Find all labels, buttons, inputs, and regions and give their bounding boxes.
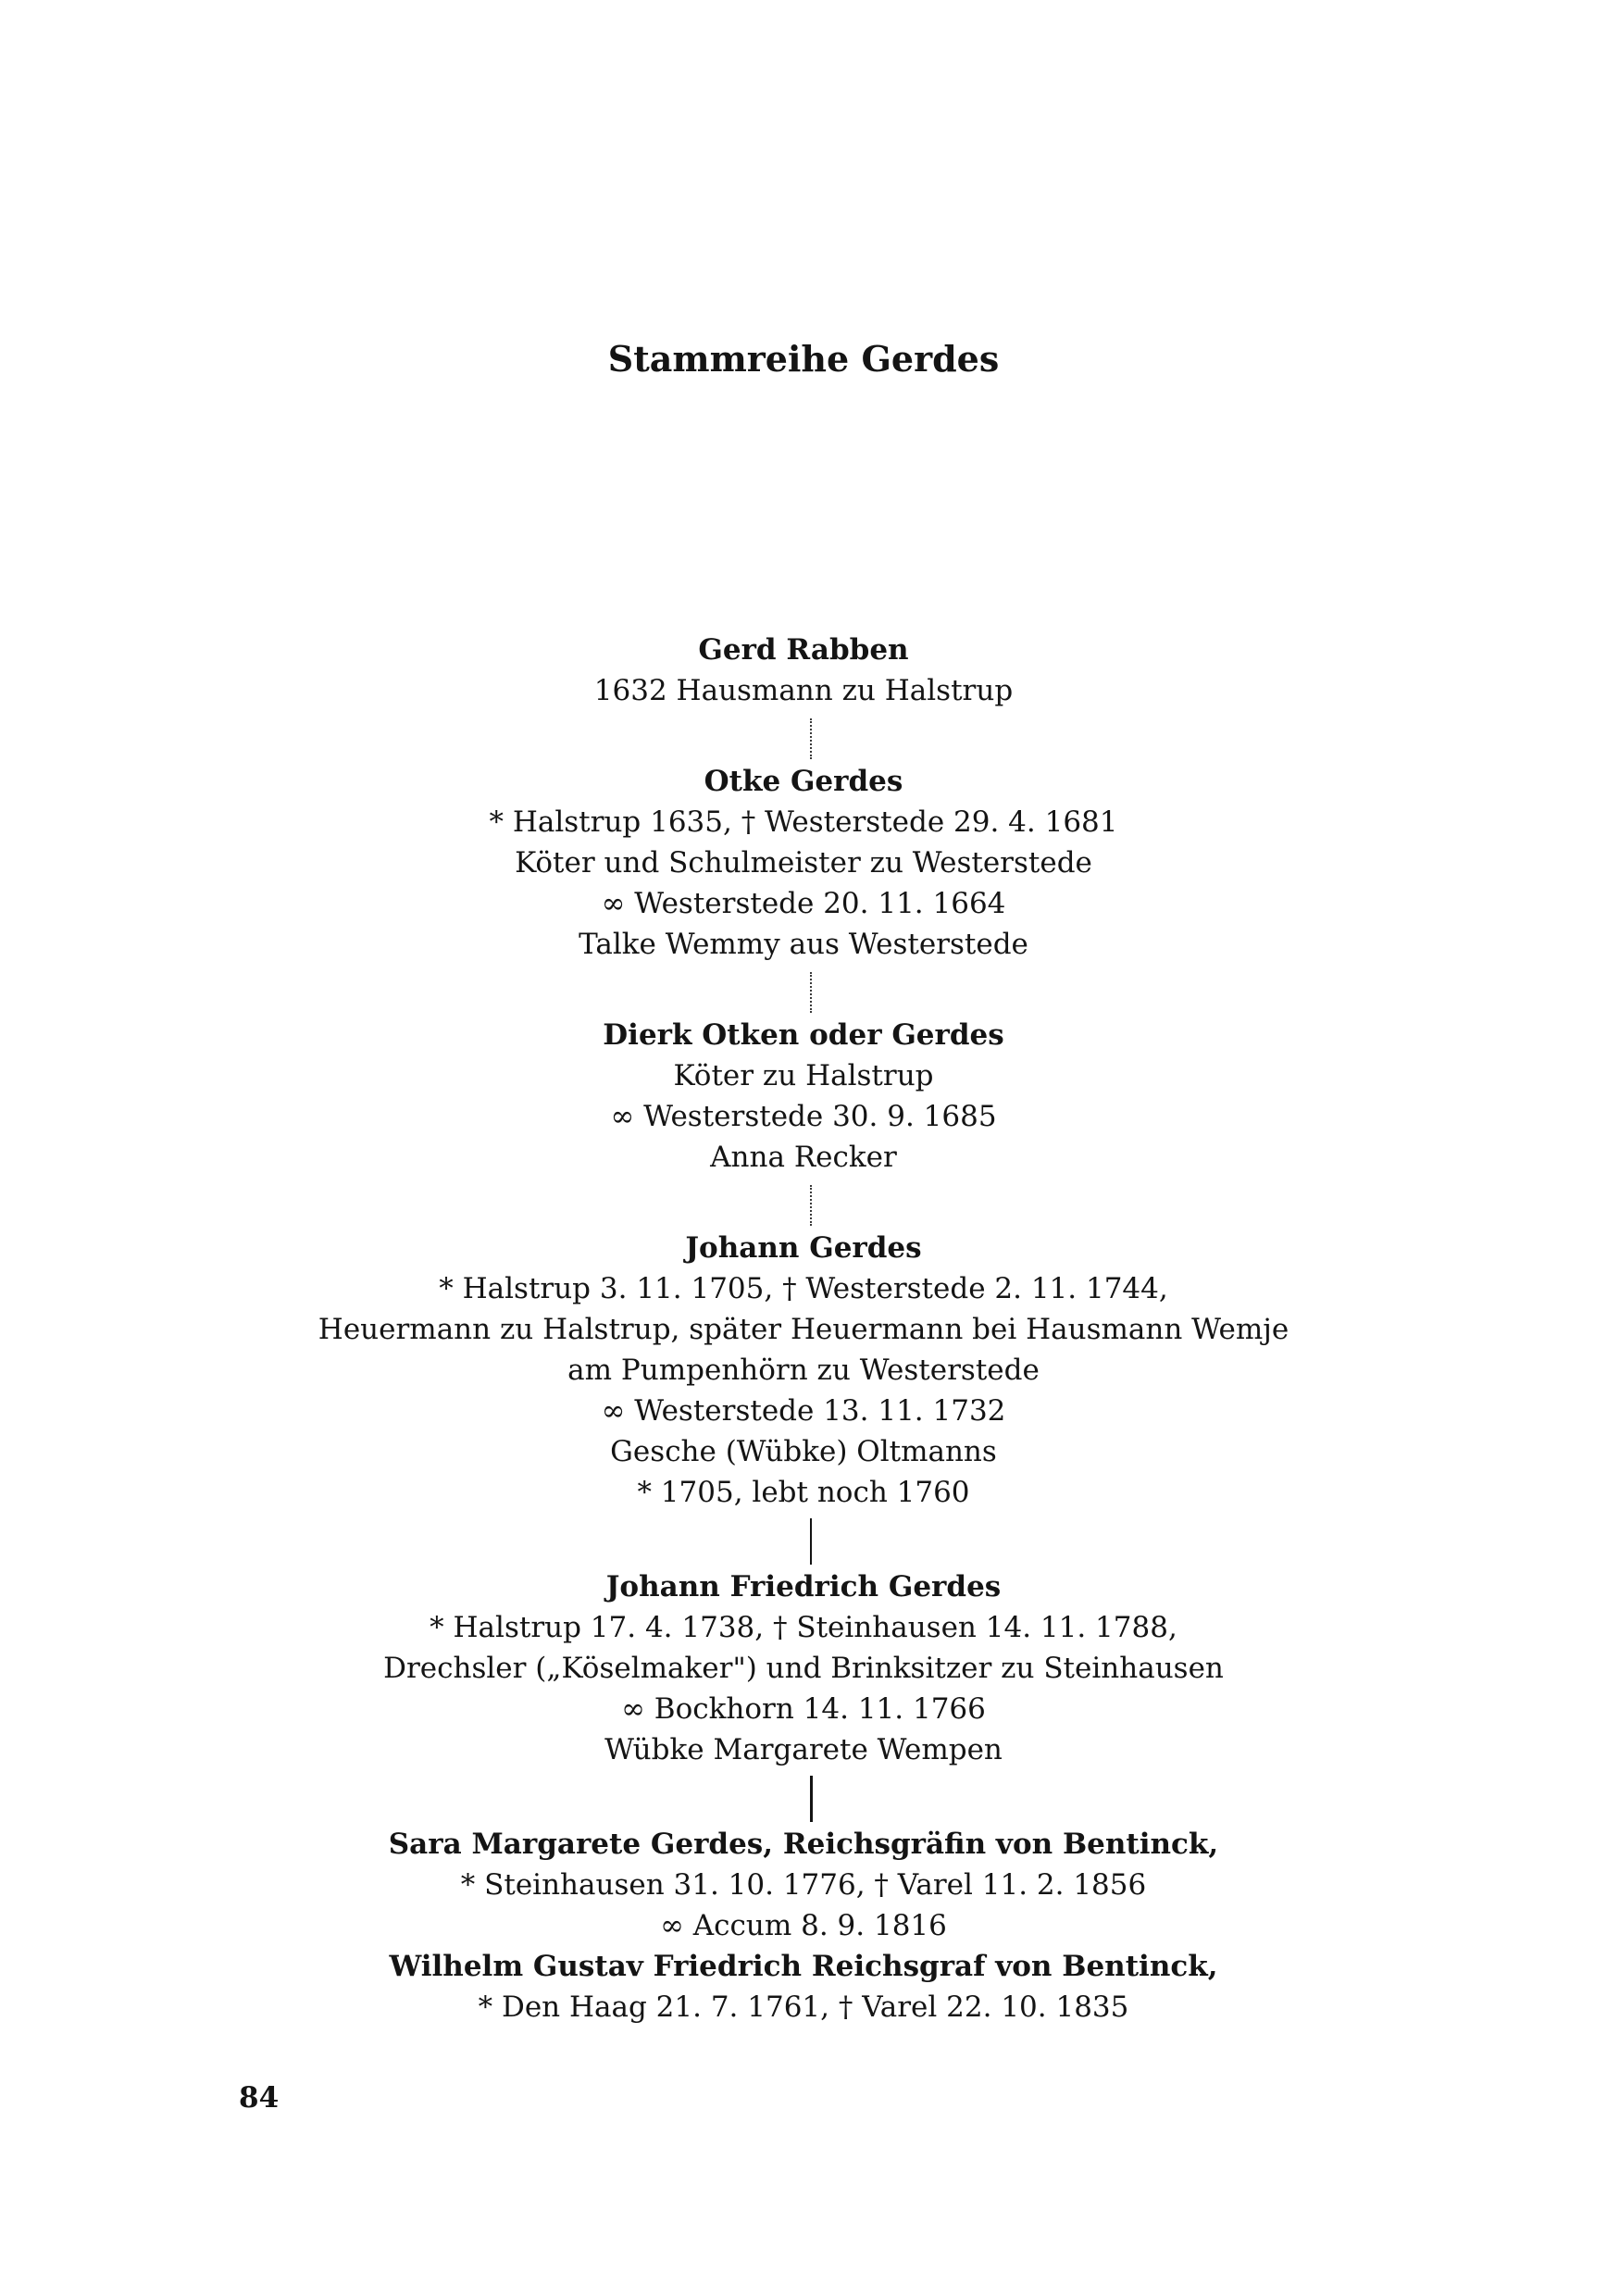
- marriage-detail: ∞ Bockhorn 14. 11. 1766: [621, 1692, 986, 1726]
- spouse-name: Gesche (Wübke) Oltmanns: [610, 1435, 997, 1468]
- spouse-name: Wübke Margarete Wempen: [604, 1733, 1003, 1766]
- page-number: 84: [239, 2081, 280, 2115]
- person-detail: * Halstrup 3. 11. 1705, † Westerstede 2. 11. 1744,: [439, 1272, 1168, 1305]
- person-detail: Köter zu Halstrup: [673, 1059, 934, 1092]
- person-name-sara-margarete-gerdes: Sara Margarete Gerdes, Reichsgräfin von Bentinck,: [388, 1828, 1219, 1861]
- lineage-connector-dotted: [810, 718, 812, 759]
- spouse-detail: * 1705, lebt noch 1760: [637, 1476, 970, 1509]
- person-name-dierk-otken-oder-gerdes: Dierk Otken oder Gerdes: [603, 1018, 1004, 1052]
- lineage-connector-dotted: [810, 972, 812, 1013]
- person-detail: * Halstrup 17. 4. 1738, † Steinhausen 14. 11. 1788,: [430, 1611, 1177, 1644]
- person-detail: Drechsler („Köselmaker") und Brinksitzer zu Steinhausen: [383, 1652, 1224, 1685]
- spouse-detail: * Den Haag 21. 7. 1761, † Varel 22. 10. 1835: [478, 1990, 1129, 2024]
- lineage-connector-dotted: [810, 1185, 812, 1226]
- person-detail: Köter und Schulmeister zu Westerstede: [515, 846, 1092, 880]
- person-detail: am Pumpenhörn zu Westerstede: [567, 1354, 1040, 1387]
- person-name-otke-gerdes: Otke Gerdes: [704, 765, 903, 798]
- lineage-connector-solid: [810, 1776, 813, 1822]
- lineage-connector-solid: [810, 1518, 812, 1565]
- person-name-johann-friedrich-gerdes: Johann Friedrich Gerdes: [605, 1570, 1002, 1603]
- marriage-detail: ∞ Westerstede 30. 9. 1685: [610, 1100, 997, 1133]
- spouse-name: Talke Wemmy aus Westerstede: [579, 928, 1028, 961]
- person-detail: * Steinhausen 31. 10. 1776, † Varel 11. 2. 1856: [460, 1868, 1147, 1902]
- marriage-detail: ∞ Accum 8. 9. 1816: [660, 1909, 947, 1942]
- marriage-detail: ∞ Westerstede 13. 11. 1732: [601, 1394, 1006, 1428]
- page-title: Stammreihe Gerdes: [607, 338, 1000, 380]
- person-name-gerd-rabben: Gerd Rabben: [698, 633, 909, 667]
- person-detail: 1632 Hausmann zu Halstrup: [593, 674, 1014, 707]
- spouse-name: Anna Recker: [710, 1141, 897, 1174]
- marriage-detail: ∞ Westerstede 20. 11. 1664: [601, 887, 1006, 920]
- person-name-johann-gerdes: Johann Gerdes: [685, 1231, 922, 1265]
- person-detail: Heuermann zu Halstrup, später Heuermann bei Hausmann Wemje: [318, 1313, 1289, 1346]
- spouse-name-wilhelm-gustav-friedrich: Wilhelm Gustav Friedrich Reichsgraf von Bentinck,: [389, 1950, 1218, 1983]
- person-detail: * Halstrup 1635, † Westerstede 29. 4. 1681: [489, 805, 1118, 839]
